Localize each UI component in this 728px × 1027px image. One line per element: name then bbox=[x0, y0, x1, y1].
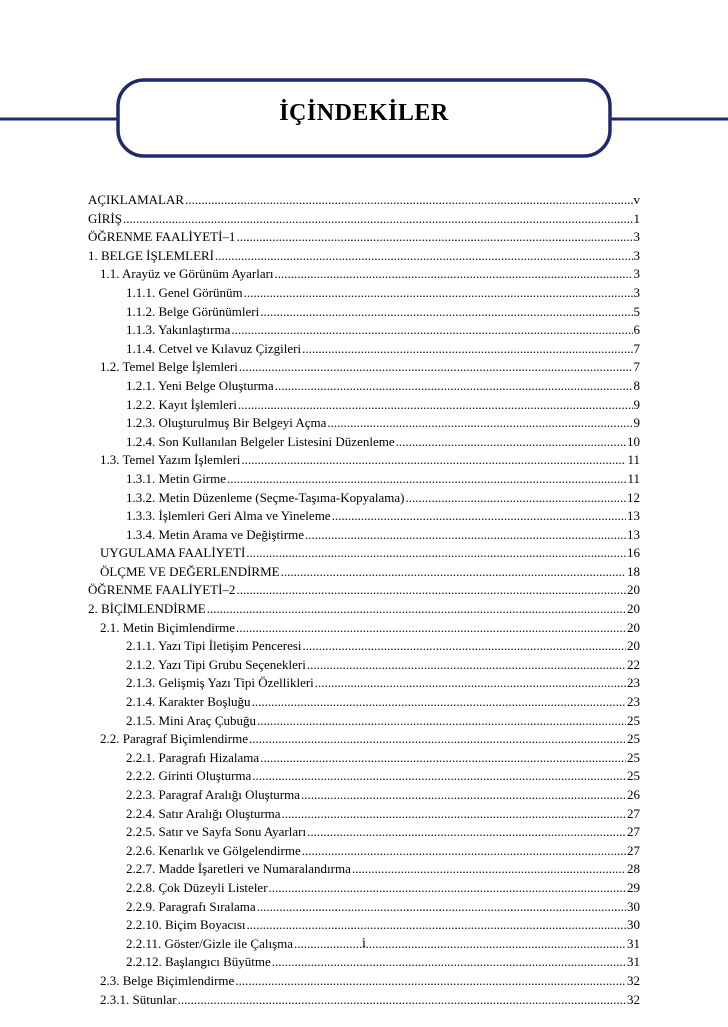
toc-entry[interactable] bbox=[88, 397, 640, 416]
toc-entry[interactable] bbox=[88, 638, 640, 657]
dot-leader bbox=[215, 248, 632, 264]
toc-entry[interactable] bbox=[88, 211, 640, 230]
toc-entry[interactable] bbox=[88, 694, 640, 713]
dot-leader bbox=[178, 992, 626, 1008]
toc-entry[interactable] bbox=[88, 322, 640, 341]
toc-entry-title: 2.2.11. Göster/Gizle ile Çalışma bbox=[126, 935, 294, 951]
toc-entry-title: 2.3.1. Sütunlar bbox=[100, 991, 177, 1007]
dot-leader bbox=[301, 787, 626, 803]
dot-leader bbox=[260, 304, 632, 320]
toc-entry-page: 6 bbox=[633, 322, 640, 338]
toc-entry[interactable] bbox=[88, 954, 640, 973]
toc-entry-title: 2. BİÇİMLENDİRME bbox=[88, 601, 206, 617]
toc-entry-page: 31 bbox=[627, 935, 640, 951]
toc-entry-page: 28 bbox=[627, 861, 640, 877]
toc-entry-page: 20 bbox=[627, 638, 640, 654]
dot-leader bbox=[257, 713, 626, 729]
dot-leader bbox=[272, 954, 626, 970]
toc-entry[interactable] bbox=[88, 880, 640, 899]
toc-entry-title: 2.2.2. Girinti Oluşturma bbox=[126, 768, 252, 784]
toc-entry-title: GİRİŞ bbox=[88, 210, 122, 226]
toc-entry-page: 25 bbox=[627, 712, 640, 728]
toc-entry[interactable] bbox=[88, 899, 640, 918]
dot-leader bbox=[275, 266, 633, 282]
toc-entry-title: 1. BELGE İŞLEMLERİ bbox=[88, 247, 215, 263]
dot-leader bbox=[302, 341, 632, 357]
toc-entry[interactable] bbox=[88, 806, 640, 825]
dot-leader bbox=[185, 192, 632, 208]
toc-entry[interactable] bbox=[88, 192, 640, 211]
toc-entry-page: 13 bbox=[627, 526, 640, 542]
toc-entry-title: 2.2.6. Kenarlık ve Gölgelendirme bbox=[126, 842, 301, 858]
toc-entry[interactable] bbox=[88, 750, 640, 769]
toc-entry-page: 5 bbox=[633, 303, 640, 319]
toc-entry-page: 1 bbox=[633, 210, 640, 226]
toc-entry-title: 2.1.5. Mini Araç Çubuğu bbox=[126, 712, 256, 728]
toc-entry-title: UYGULAMA FAALİYETİ bbox=[100, 545, 246, 561]
toc-entry[interactable] bbox=[88, 508, 640, 527]
toc-entry-page: 11 bbox=[627, 452, 640, 468]
toc-entry[interactable] bbox=[88, 527, 640, 546]
toc-entry[interactable] bbox=[88, 341, 640, 360]
dot-leader bbox=[305, 527, 626, 543]
dot-leader bbox=[282, 806, 626, 822]
dot-leader bbox=[303, 638, 626, 654]
toc-entry-title: 2.2.8. Çok Düzeyli Listeler bbox=[126, 879, 268, 895]
table-of-contents bbox=[88, 192, 640, 1010]
toc-entry-title: 1.3.4. Metin Arama ve Değiştirme bbox=[126, 526, 304, 542]
toc-entry-page: 27 bbox=[627, 842, 640, 858]
page-number: i bbox=[362, 936, 366, 951]
toc-entry-title: 2.1.3. Gelişmiş Yazı Tipi Özellikleri bbox=[126, 675, 314, 691]
toc-entry-page: 13 bbox=[627, 508, 640, 524]
dot-leader bbox=[269, 880, 626, 896]
toc-entry-page: 25 bbox=[627, 749, 640, 765]
toc-entry[interactable] bbox=[88, 973, 640, 992]
toc-entry-page: 16 bbox=[627, 545, 640, 561]
dot-leader bbox=[207, 601, 626, 617]
toc-entry[interactable] bbox=[88, 824, 640, 843]
toc-entry-title: 1.3.2. Metin Düzenleme (Seçme-Taşıma-Kopyalama) bbox=[126, 489, 405, 505]
toc-entry[interactable] bbox=[88, 768, 640, 787]
page-title: İÇİNDEKİLER bbox=[279, 100, 449, 126]
dot-leader bbox=[332, 508, 626, 524]
toc-entry-title: ÖĞRENME FAALİYETİ–1 bbox=[88, 229, 236, 245]
toc-entry[interactable] bbox=[88, 415, 640, 434]
toc-entry-page: 22 bbox=[627, 656, 640, 672]
dot-leader bbox=[123, 211, 633, 227]
toc-entry[interactable] bbox=[88, 731, 640, 750]
toc-entry[interactable] bbox=[88, 713, 640, 732]
toc-entry-page: 20 bbox=[627, 582, 640, 598]
dot-leader bbox=[239, 359, 633, 375]
toc-entry-title: 1.3.3. İşlemleri Geri Alma ve Yineleme bbox=[126, 508, 331, 524]
toc-entry-page: 3 bbox=[633, 229, 640, 245]
toc-entry-page: 30 bbox=[627, 898, 640, 914]
toc-entry-title: 1.3. Temel Yazım İşlemleri bbox=[100, 452, 241, 468]
toc-entry-title: 2.2.12. Başlangıcı Büyütme bbox=[126, 954, 271, 970]
dot-leader bbox=[307, 657, 626, 673]
toc-entry-page: 32 bbox=[627, 991, 640, 1007]
dot-leader bbox=[352, 861, 626, 877]
toc-entry-title: 1.1.2. Belge Görünümleri bbox=[126, 303, 260, 319]
toc-entry-title: 1.2.4. Son Kullanılan Belgeler Listesini Düzenleme bbox=[126, 433, 395, 449]
dot-leader bbox=[227, 471, 626, 487]
dot-leader bbox=[236, 582, 626, 598]
toc-entry[interactable] bbox=[88, 675, 640, 694]
toc-entry[interactable] bbox=[88, 359, 640, 378]
toc-entry-title: 1.2.2. Kayıt İşlemleri bbox=[126, 396, 237, 412]
toc-entry-title: 2.2.1. Paragrafı Hizalama bbox=[126, 749, 260, 765]
toc-entry[interactable] bbox=[88, 434, 640, 453]
dot-leader bbox=[307, 824, 626, 840]
toc-entry-title: 2.1.2. Yazı Tipi Grubu Seçenekleri bbox=[126, 656, 306, 672]
toc-entry[interactable] bbox=[88, 992, 640, 1011]
toc-entry-title: 2.1. Metin Biçimlendirme bbox=[100, 619, 236, 635]
toc-entry-title: 1.1.3. Yakınlaştırma bbox=[126, 322, 231, 338]
toc-entry-title: 2.2.5. Satır ve Sayfa Sonu Ayarları bbox=[126, 824, 307, 840]
toc-entry-page: 20 bbox=[627, 619, 640, 635]
toc-entry[interactable] bbox=[88, 601, 640, 620]
toc-entry[interactable] bbox=[88, 248, 640, 267]
toc-entry-page: 3 bbox=[633, 266, 640, 282]
toc-entry-page: 30 bbox=[627, 917, 640, 933]
toc-entry-page: 12 bbox=[627, 489, 640, 505]
toc-entry-page: 3 bbox=[633, 284, 640, 300]
dot-leader bbox=[257, 899, 626, 915]
toc-entry-title: 2.2.7. Madde İşaretleri ve Numaralandırma bbox=[126, 861, 351, 877]
toc-entry-page: 8 bbox=[633, 377, 640, 393]
toc-entry[interactable] bbox=[88, 843, 640, 862]
toc-entry-title: 1.2.1. Yeni Belge Oluşturma bbox=[126, 377, 274, 393]
toc-entry-page: 10 bbox=[627, 433, 640, 449]
dot-leader bbox=[246, 545, 626, 561]
toc-entry-page: 20 bbox=[627, 601, 640, 617]
toc-entry-page: 31 bbox=[627, 954, 640, 970]
toc-entry[interactable] bbox=[88, 266, 640, 285]
toc-entry-page: 9 bbox=[633, 415, 640, 431]
dot-leader bbox=[396, 434, 626, 450]
toc-entry-title: 2.2.3. Paragraf Aralığı Oluşturma bbox=[126, 787, 301, 802]
dot-leader bbox=[281, 564, 626, 580]
toc-entry-page: 7 bbox=[633, 359, 640, 375]
toc-entry-page: 26 bbox=[627, 787, 640, 802]
dot-leader bbox=[247, 917, 626, 933]
toc-entry-title: 2.1.4. Karakter Boşluğu bbox=[126, 694, 251, 710]
dot-leader bbox=[252, 694, 626, 710]
dot-leader bbox=[241, 452, 626, 468]
dot-leader bbox=[244, 285, 633, 301]
toc-entry[interactable] bbox=[88, 564, 640, 583]
toc-entry-page: 29 bbox=[627, 879, 640, 895]
toc-entry-page: 11 bbox=[627, 470, 640, 486]
toc-entry[interactable] bbox=[88, 620, 640, 639]
toc-entry-page: 25 bbox=[627, 768, 640, 784]
toc-entry[interactable] bbox=[88, 229, 640, 248]
toc-entry[interactable] bbox=[88, 861, 640, 880]
toc-entry-title: 1.3.1. Metin Girme bbox=[126, 470, 227, 486]
toc-entry-title: AÇIKLAMALAR bbox=[88, 192, 185, 207]
toc-entry-title: 1.1. Arayüz ve Görünüm Ayarları bbox=[100, 266, 274, 282]
dot-leader bbox=[236, 620, 626, 636]
toc-entry-title: 1.2.3. Oluşturulmuş Bir Belgeyi Açma bbox=[126, 415, 327, 431]
toc-entry-title: ÖLÇME VE DEĞERLENDİRME bbox=[100, 563, 280, 579]
toc-entry-page: 27 bbox=[627, 824, 640, 840]
toc-entry-page: 23 bbox=[627, 675, 640, 691]
toc-entry[interactable] bbox=[88, 378, 640, 397]
toc-entry-page: 7 bbox=[633, 340, 640, 356]
toc-entry[interactable] bbox=[88, 452, 640, 471]
toc-entry-title: 2.2.10. Biçim Boyacısı bbox=[126, 917, 246, 933]
dot-leader bbox=[235, 973, 626, 989]
dot-leader bbox=[231, 322, 632, 338]
toc-entry[interactable] bbox=[88, 304, 640, 323]
toc-entry-title: 2.2. Paragraf Biçimlendirme bbox=[100, 731, 249, 747]
toc-entry-page: 25 bbox=[627, 731, 640, 747]
dot-leader bbox=[249, 731, 626, 747]
dot-leader bbox=[327, 415, 632, 431]
toc-entry-page: 3 bbox=[633, 247, 640, 263]
toc-entry-title: 2.2.9. Paragrafı Sıralama bbox=[126, 898, 256, 914]
toc-entry[interactable] bbox=[88, 582, 640, 601]
toc-entry-page: 23 bbox=[627, 694, 640, 710]
toc-entry[interactable] bbox=[88, 490, 640, 509]
toc-entry-title: 2.2.4. Satır Aralığı Oluşturma bbox=[126, 805, 281, 821]
toc-entry-page: 27 bbox=[627, 805, 640, 821]
dot-leader bbox=[252, 768, 626, 784]
dot-leader bbox=[302, 843, 626, 859]
toc-entry-title: 1.1.4. Cetvel ve Kılavuz Çizgileri bbox=[126, 340, 302, 356]
toc-entry[interactable] bbox=[88, 471, 640, 490]
toc-entry-page: 9 bbox=[633, 396, 640, 412]
dot-leader bbox=[260, 750, 626, 766]
toc-entry[interactable] bbox=[88, 657, 640, 676]
toc-entry[interactable] bbox=[88, 545, 640, 564]
toc-entry[interactable] bbox=[88, 787, 640, 806]
dot-leader bbox=[315, 675, 626, 691]
toc-entry-title: 2.1.1. Yazı Tipi İletişim Penceresi bbox=[126, 638, 302, 654]
dot-leader bbox=[236, 229, 632, 245]
toc-entry[interactable] bbox=[88, 285, 640, 304]
dot-leader bbox=[406, 490, 627, 506]
toc-entry-page: 32 bbox=[627, 972, 640, 988]
dot-leader bbox=[275, 378, 633, 394]
toc-entry-title: 2.3. Belge Biçimlendirme bbox=[100, 972, 235, 988]
toc-entry-title: 1.2. Temel Belge İşlemleri bbox=[100, 359, 238, 375]
toc-entry-page: v bbox=[633, 192, 640, 207]
toc-entry-page: 18 bbox=[627, 563, 640, 579]
toc-entry-title: 1.1.1. Genel Görünüm bbox=[126, 284, 243, 300]
dot-leader bbox=[238, 397, 633, 413]
toc-entry-title: ÖĞRENME FAALİYETİ–2 bbox=[88, 582, 236, 598]
toc-entry[interactable] bbox=[88, 917, 640, 936]
